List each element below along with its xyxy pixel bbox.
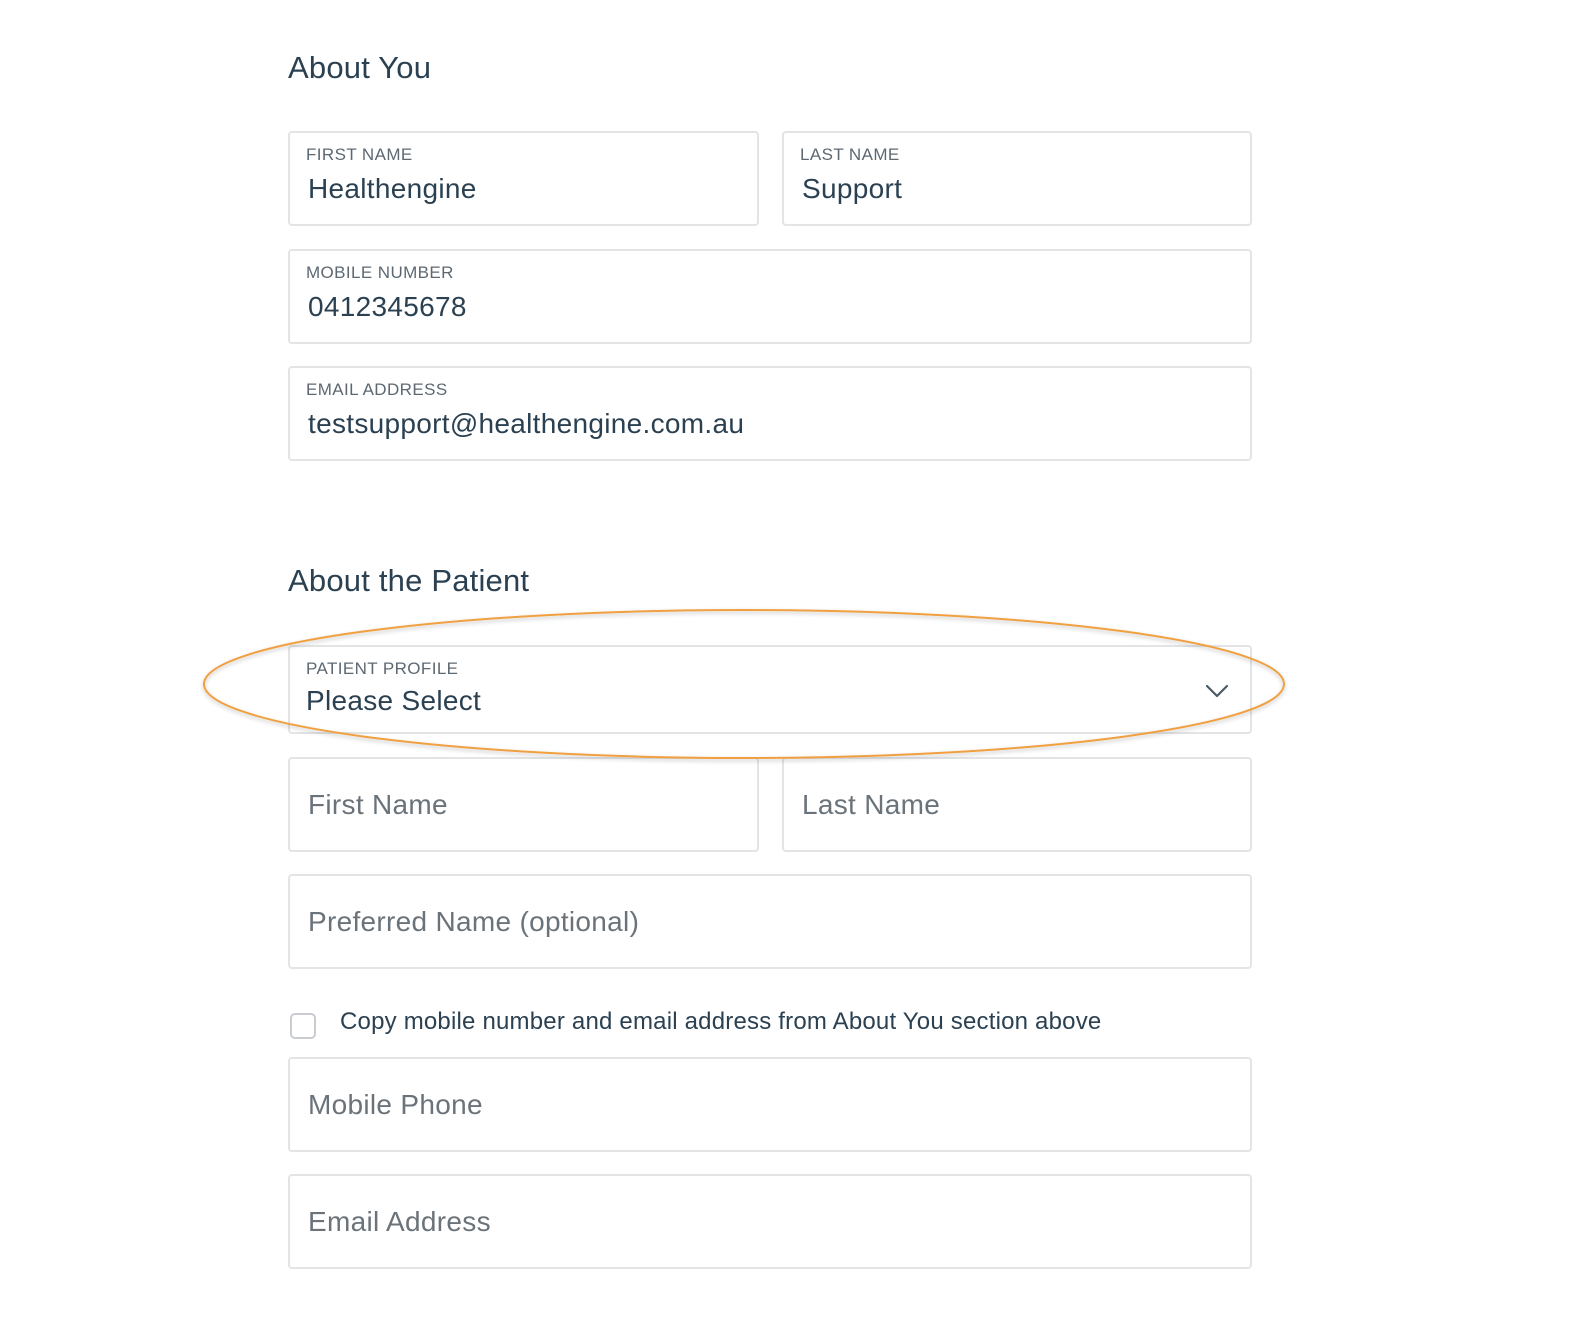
patient-first-name-field[interactable] [288, 757, 759, 852]
preferred-name-field[interactable] [288, 874, 1252, 969]
patient-mobile-input[interactable] [308, 1059, 1232, 1150]
patient-profile-label: PATIENT PROFILE [306, 659, 459, 678]
email-address-label: EMAIL ADDRESS [306, 380, 448, 399]
mobile-number-value: 0412345678 [308, 291, 467, 322]
patient-profile-select[interactable] [288, 645, 1252, 734]
patient-last-name-input[interactable] [802, 759, 1232, 850]
patient-email-field[interactable] [288, 1174, 1252, 1269]
about-you-heading: About You [288, 50, 432, 85]
mobile-number-field[interactable] [288, 249, 1252, 344]
patient-profile-value: Please Select [306, 685, 482, 716]
chevron-down-icon[interactable] [1204, 683, 1230, 699]
mobile-number-label: MOBILE NUMBER [306, 263, 454, 282]
patient-first-name-input[interactable] [308, 759, 739, 850]
patient-last-name-field[interactable] [782, 757, 1252, 852]
email-address-field[interactable] [288, 366, 1252, 461]
last-name-value: Support [802, 173, 903, 204]
patient-mobile-field[interactable] [288, 1057, 1252, 1152]
about-patient-heading: About the Patient [288, 563, 530, 598]
preferred-name-input[interactable] [308, 876, 1232, 967]
email-address-value: testsupport@healthengine.com.au [308, 408, 745, 439]
copy-contact-checkbox[interactable] [290, 1013, 316, 1039]
first-name-label: FIRST NAME [306, 145, 413, 164]
copy-contact-checkbox-label[interactable]: Copy mobile number and email address from About You section above [340, 1008, 1102, 1035]
first-name-field[interactable] [288, 131, 759, 226]
last-name-label: LAST NAME [800, 145, 900, 164]
patient-email-input[interactable] [308, 1176, 1232, 1267]
first-name-value: Healthengine [308, 173, 477, 204]
last-name-field[interactable] [782, 131, 1252, 226]
